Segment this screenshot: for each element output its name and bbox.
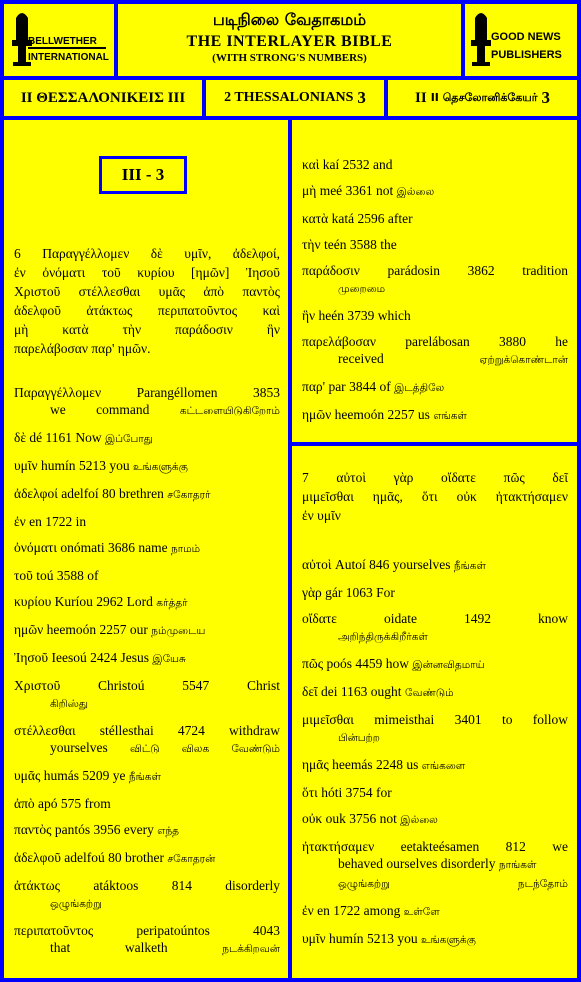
word-entry <box>302 930 568 949</box>
strong-number: 5213 <box>78 458 106 473</box>
english-gloss: yourselves <box>392 557 451 572</box>
word-entry <box>14 821 280 840</box>
strong-number: 1722 <box>333 903 361 918</box>
greek-word: ἀπὸ <box>14 796 35 811</box>
logo-line2: PUBLISHERS <box>491 49 562 61</box>
tamil-gloss: எந்த <box>157 825 180 837</box>
english-gloss: in <box>75 514 87 529</box>
tamil-gloss: நம்முடைய <box>151 625 206 637</box>
word-entry <box>302 406 568 425</box>
transliteration: humás <box>43 768 79 783</box>
verse-7-word-list <box>302 556 568 958</box>
tamil-gloss: உங்களுக்கு <box>420 934 476 946</box>
greek-word: ημῶν <box>14 622 44 637</box>
tamil-gloss: முறைமை <box>338 283 386 295</box>
strong-number: 4459 <box>355 656 383 671</box>
word-entry <box>302 262 568 298</box>
greek-word: Χριστοῦ <box>14 678 61 693</box>
word-entry <box>14 539 280 558</box>
greek-word: υμῖν <box>14 458 38 473</box>
word-entry <box>302 584 568 601</box>
transliteration: heén <box>318 308 345 323</box>
english-gloss: not <box>379 811 397 826</box>
tamil-gloss: எங்களை <box>421 760 466 772</box>
word-entry <box>302 784 568 801</box>
strong-number: 2424 <box>90 650 118 665</box>
english-gloss: brother <box>124 850 164 865</box>
strong-number: 5547 <box>182 678 210 693</box>
greek-word: αὐτοὶ <box>302 557 332 572</box>
greek-word: ἀτάκτως <box>14 878 61 893</box>
strong-number: 80 <box>102 486 116 501</box>
word-entry <box>302 655 568 674</box>
english-gloss-continued: that walketh <box>50 940 168 955</box>
english-gloss: of <box>87 568 99 583</box>
tamil-gloss: இடத்திலே <box>394 382 445 394</box>
tamil-gloss: உள்ளே <box>403 906 440 918</box>
greek-word: ἀδελφοί <box>14 486 58 501</box>
english-gloss: withdraw <box>229 723 281 738</box>
tamil-book-prefix: II <box>415 89 427 106</box>
transliteration: teén <box>323 237 347 252</box>
greek-word: ἐν <box>14 514 26 529</box>
word-entry <box>14 513 280 530</box>
word-entry <box>302 902 568 921</box>
english-gloss: Now <box>75 430 102 445</box>
english-gloss: of <box>379 379 391 394</box>
strong-number: 814 <box>171 878 192 893</box>
transliteration: oidate <box>383 611 417 626</box>
verse-line: παρελάβοσαν παρ' ημῶν. <box>14 341 151 356</box>
transliteration: pantós <box>54 822 91 837</box>
strong-number: 80 <box>108 850 122 865</box>
tamil-book-name <box>388 80 577 116</box>
strong-number: 5213 <box>366 931 394 946</box>
word-entry <box>302 156 568 173</box>
tamil-gloss: இயேசு <box>152 653 186 665</box>
english-gloss: for <box>375 785 392 800</box>
greek-word: παρελάβοσαν <box>302 334 376 349</box>
word-entry <box>14 677 280 713</box>
word-entry <box>302 756 568 775</box>
page-title: THE INTERLAYER BIBLE <box>186 33 393 50</box>
word-entry <box>302 307 568 324</box>
greek-word: καὶ <box>302 157 320 172</box>
transliteration: heemoón <box>46 622 97 637</box>
transliteration: eetakteésamen <box>400 839 480 854</box>
strong-number: 2532 <box>342 157 370 172</box>
greek-word: μιμεῖσθαι <box>302 712 354 727</box>
greek-word: ὅτι <box>302 785 318 800</box>
strong-number: 1161 <box>45 430 73 445</box>
transliteration: poós <box>326 656 352 671</box>
tamil-gloss: இப்போது <box>105 433 153 445</box>
transliteration: en <box>29 514 42 529</box>
verse-line: 7 αὐτοὶ γὰρ οἴδατε πῶς δεῖ <box>302 470 568 485</box>
english-gloss: not <box>375 183 394 198</box>
verse-line: 6 Παραγγέλλομεν δὲ υμῖν, ἀδελφοί, <box>14 246 280 261</box>
transliteration: kaí <box>322 157 340 172</box>
word-entry <box>14 429 280 448</box>
transliteration: dé <box>29 430 43 445</box>
goodnews-logo-icon <box>465 4 577 76</box>
transliteration: heemoón <box>334 407 385 422</box>
english-gloss-continued: received <box>338 351 384 366</box>
transliteration: parádosin <box>387 263 440 278</box>
tamil-gloss: இன்னவிதமாய் <box>412 659 485 671</box>
word-entry <box>302 378 568 397</box>
tamil-gloss: இல்லை <box>396 186 435 198</box>
greek-word: ἀδελφοῦ <box>14 850 61 865</box>
english-gloss: us <box>406 757 419 772</box>
word-entry <box>302 683 568 702</box>
word-entry <box>14 384 280 420</box>
word-entry <box>302 182 568 201</box>
right-top-column <box>292 120 577 442</box>
tamil-gloss: சகோதரன் <box>167 853 216 865</box>
english-gloss: you <box>397 931 418 946</box>
greek-word: κατὰ <box>302 211 329 226</box>
tamil-book-label: II தெசலோனிக்கேயர் <box>430 90 538 104</box>
strong-number: 2596 <box>357 211 385 226</box>
page-subtitle: (WITH STRONG'S NUMBERS) <box>212 52 367 64</box>
strong-number: 3361 <box>345 183 373 198</box>
word-entry <box>302 333 568 369</box>
strong-number: 3853 <box>253 385 281 400</box>
strong-number: 3754 <box>345 785 373 800</box>
verse-line: ἐν υμῖν <box>302 508 341 523</box>
transliteration: dei <box>321 684 338 699</box>
strong-number: 3588 <box>56 568 84 583</box>
word-entry <box>14 877 280 913</box>
transliteration: peripatoúntos <box>136 923 210 938</box>
english-book-name <box>206 80 384 116</box>
tamil-gloss: நீங்கள் <box>128 771 161 783</box>
greek-word: μὴ <box>302 183 317 198</box>
tamil-gloss: விட்டு விலக வேண்டும் <box>129 743 281 755</box>
strong-number: 3739 <box>347 308 375 323</box>
transliteration: hóti <box>321 785 343 800</box>
transliteration: apó <box>38 796 58 811</box>
greek-word: ὀνόματι <box>14 540 57 555</box>
greek-word: Ἰησοῦ <box>14 650 49 665</box>
english-gloss: brethren <box>118 486 164 501</box>
transliteration: en <box>317 903 330 918</box>
transliteration: humín <box>329 931 364 946</box>
english-gloss: tradition <box>522 263 569 278</box>
transliteration: toú <box>36 568 54 583</box>
english-gloss: after <box>387 211 413 226</box>
greek-word: παράδοσιν <box>302 263 360 278</box>
word-entry <box>14 922 280 958</box>
tamil-gloss: ஏற்றுக்கொண்டான் <box>479 354 568 366</box>
strong-number: 3401 <box>454 712 482 727</box>
tamil-gloss: நாமம் <box>170 543 201 555</box>
greek-word: υμᾶς <box>14 768 41 783</box>
english-gloss: name <box>138 540 168 555</box>
english-gloss: us <box>417 407 430 422</box>
greek-word: οὐκ <box>302 811 323 826</box>
tamil-gloss: உங்களுக்கு <box>132 461 188 473</box>
strong-number: 575 <box>60 796 82 811</box>
english-gloss: we <box>552 839 568 854</box>
strong-number: 5209 <box>82 768 110 783</box>
english-gloss: disorderly <box>225 878 281 893</box>
word-entry <box>14 649 280 668</box>
word-entry <box>14 722 280 758</box>
english-gloss: and <box>373 157 393 172</box>
english-gloss: among <box>363 903 401 918</box>
transliteration: humín <box>41 458 76 473</box>
verse-6-text <box>14 244 280 358</box>
verse-line: μιμεῖσθαι ημᾶς, ὅτι οὐκ ἠτακτήσαμεν <box>302 489 568 504</box>
tamil-gloss: நடக்கிறவன் <box>222 943 280 955</box>
chapter-label: III - 3 <box>99 156 187 194</box>
word-entry <box>14 621 280 640</box>
verse-6-word-list <box>14 384 280 967</box>
english-gloss: every <box>123 822 154 837</box>
transliteration: stéllesthai <box>99 723 154 738</box>
greek-word: περιπατοῦντος <box>14 923 94 938</box>
english-gloss: Lord <box>126 594 153 609</box>
english-gloss: ought <box>370 684 402 699</box>
logo-line1: BELLWETHER <box>28 36 97 47</box>
verse-6-word-list-continued <box>302 156 568 434</box>
goodnews-logo <box>465 4 577 76</box>
english-gloss: you <box>109 458 130 473</box>
tamil-gloss: ஒழுங்கற்று <box>50 898 102 910</box>
transliteration: Kuríou <box>54 594 93 609</box>
english-gloss: the <box>380 237 397 252</box>
word-entry <box>14 795 280 812</box>
greek-word: Παραγγέλλομεν <box>14 385 102 400</box>
verse-line: ἐν ὀνόματι τοῦ κυρίου [ημῶν] Ἰησοῦ <box>14 265 280 280</box>
english-gloss-continued: yourselves <box>50 740 108 755</box>
right-bottom-column <box>292 446 577 978</box>
english-gloss: our <box>129 622 148 637</box>
tamil-gloss: இல்லை <box>400 814 438 826</box>
strong-number: 3588 <box>349 237 377 252</box>
word-entry <box>14 849 280 868</box>
word-entry <box>14 567 280 584</box>
english-gloss: know <box>538 611 569 626</box>
english-gloss: Jesus <box>120 650 149 665</box>
tamil-gloss: கட்டளையிடுகிறோம் <box>179 405 280 417</box>
strong-number: 3956 <box>93 822 121 837</box>
greek-word: δεῖ <box>302 684 318 699</box>
tamil-gloss: எங்கள் <box>433 410 467 422</box>
tamil-gloss: வேண்டும் <box>404 687 454 699</box>
word-entry <box>14 767 280 786</box>
word-entry <box>14 593 280 612</box>
strong-number: 3686 <box>107 540 135 555</box>
word-entry <box>302 610 568 646</box>
strong-number: 1492 <box>463 611 491 626</box>
transliteration: par <box>328 379 346 394</box>
greek-word: υμῖν <box>302 931 326 946</box>
greek-word: παρ' <box>302 379 326 394</box>
english-chapter: 3 <box>357 88 366 107</box>
transliteration: heemás <box>332 757 373 772</box>
greek-word: οἴδατε <box>302 611 337 626</box>
tamil-gloss: சகோதரர் <box>167 489 211 501</box>
transliteration: mimeisthai <box>374 712 435 727</box>
transliteration: meé <box>319 183 343 198</box>
greek-word: δὲ <box>14 430 27 445</box>
word-entry <box>302 210 568 227</box>
logo-line1: GOOD NEWS <box>491 31 561 43</box>
transliteration: Ieesoú <box>51 650 87 665</box>
tamil-chapter: 3 <box>541 88 550 107</box>
verse-7-text <box>302 468 568 525</box>
greek-word: ἠτακτήσαμεν <box>302 839 375 854</box>
word-entry <box>302 838 568 893</box>
strong-number: 1722 <box>45 514 73 529</box>
title-block <box>118 4 461 76</box>
greek-word: τὴν <box>302 237 321 252</box>
left-column <box>4 120 288 978</box>
verse-line: ἀδελφοῦ ἀτάκτως περιπατοῦντος καὶ <box>14 303 280 318</box>
transliteration: Autoí <box>334 557 366 572</box>
word-entry <box>302 711 568 747</box>
greek-word: κυρίου <box>14 594 52 609</box>
english-gloss: from <box>84 796 111 811</box>
strong-number: 2257 <box>99 622 127 637</box>
transliteration: gár <box>325 585 343 600</box>
word-entry <box>14 485 280 504</box>
transliteration: adelfoí <box>61 486 99 501</box>
tamil-gloss: அறிந்திருக்கிறீர்கள் <box>338 631 428 643</box>
strong-number: 3756 <box>349 811 377 826</box>
greek-word: ἣν <box>302 308 316 323</box>
greek-word: πῶς <box>302 656 324 671</box>
strong-number: 2257 <box>387 407 415 422</box>
strong-number: 3862 <box>467 263 495 278</box>
strong-number: 846 <box>369 557 390 572</box>
strong-number: 2248 <box>375 757 403 772</box>
tamil-gloss: நீங்கள் <box>453 560 486 572</box>
tamil-gloss: பின்பற்ற <box>338 732 380 744</box>
english-gloss-continued: behaved ourselves disorderly <box>338 856 496 871</box>
tamil-title: படிநிலை வேதாகமம் <box>212 10 367 29</box>
word-entry <box>302 810 568 829</box>
english-gloss: he <box>555 334 569 349</box>
english-gloss: Christ <box>246 678 280 693</box>
greek-word: ημῶν <box>302 407 332 422</box>
greek-word: ἐν <box>302 903 314 918</box>
verse-line: Χριστοῦ στέλλεσθαι υμᾶς ἀπὸ παντὸς <box>14 284 280 299</box>
greek-book-name: II ΘΕΣΣΑΛΟΝΙΚΕΙΣ III <box>4 80 202 116</box>
tamil-gloss: கர்த்தர் <box>156 597 188 609</box>
greek-word: παντὸς <box>14 822 52 837</box>
transliteration: onómati <box>60 540 105 555</box>
word-entry <box>14 457 280 476</box>
strong-number: 1063 <box>345 585 373 600</box>
transliteration: Christoú <box>98 678 145 693</box>
english-gloss: For <box>376 585 395 600</box>
greek-word: ημᾶς <box>302 757 329 772</box>
transliteration: atáktoos <box>93 878 139 893</box>
word-entry <box>302 556 568 575</box>
greek-word: γὰρ <box>302 585 322 600</box>
strong-number: 4043 <box>253 923 281 938</box>
tamil-gloss: கிறிஸ்து <box>50 698 89 710</box>
english-gloss: how <box>385 656 409 671</box>
strong-number: 1163 <box>340 684 368 699</box>
transliteration: parelábosan <box>405 334 470 349</box>
tamil-gloss: நாங்கள் ஒழுங்கற்று நடந்தோம் <box>338 859 568 890</box>
logo-line2: INTERNATIONAL <box>28 52 109 63</box>
english-gloss-continued: we command <box>50 402 150 417</box>
strong-number: 3880 <box>499 334 526 349</box>
word-entry <box>302 236 568 253</box>
english-book-label: 2 THESSALONIANS <box>224 90 354 105</box>
transliteration: katá <box>331 211 355 226</box>
greek-word: τοῦ <box>14 568 33 583</box>
bellwether-logo <box>4 4 114 76</box>
transliteration: Parangéllomen <box>136 385 218 400</box>
transliteration: ouk <box>325 811 346 826</box>
english-gloss: which <box>377 308 411 323</box>
strong-number: 812 <box>505 839 526 854</box>
transliteration: adelfoú <box>64 850 105 865</box>
greek-word: στέλλεσθαι <box>14 723 76 738</box>
strong-number: 4724 <box>177 723 205 738</box>
verse-line: μὴ κατὰ τὴν παράδοσιν ἣν <box>14 322 280 337</box>
bellwether-logo-icon <box>4 4 114 76</box>
english-gloss: ye <box>112 768 126 783</box>
strong-number: 3844 <box>349 379 377 394</box>
english-gloss: to follow <box>501 712 569 727</box>
strong-number: 2962 <box>96 594 124 609</box>
